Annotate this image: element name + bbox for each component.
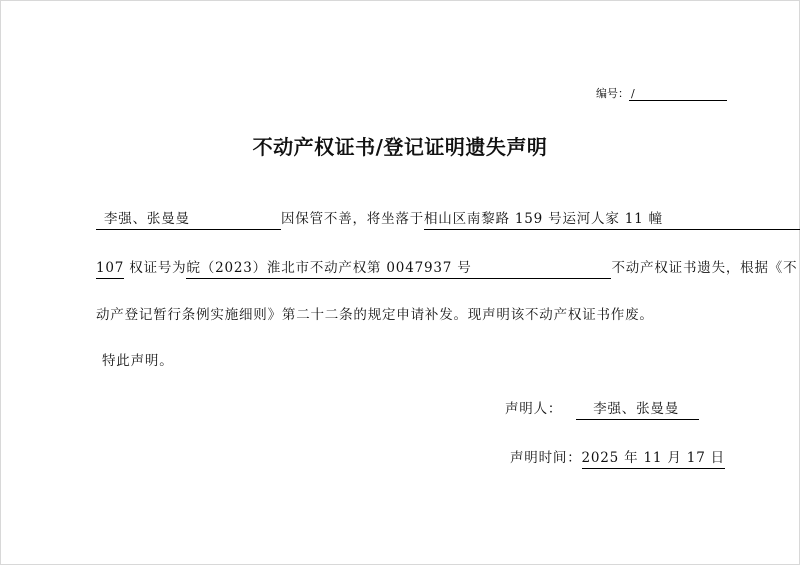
- property-address-end: 107: [96, 258, 124, 279]
- text-after-names: 因保管不善，将坐落于: [281, 211, 424, 227]
- serial-value: /: [629, 87, 727, 101]
- declarant: [505, 399, 699, 420]
- certificate-number: 皖（2023）淮北市不动产权第 0047937 号: [186, 258, 611, 279]
- serial-label: 编号：: [596, 87, 629, 100]
- body-line-3: 动产登记暂行条例实施细则》第二十二条的规定申请补发。现声明该不动产权证书作废。: [96, 307, 654, 323]
- serial-number: [596, 85, 727, 101]
- cert-label: 权证号为: [124, 260, 187, 276]
- property-address: 相山区南黎路 159 号运河人家 11 幢: [424, 209, 800, 230]
- body-line-2: [96, 258, 797, 279]
- document-title: 不动产权证书/登记证明遗失声明: [252, 135, 548, 159]
- text-lost: 不动产权证书遗失，根据《不: [611, 260, 798, 276]
- body-line-1: [96, 209, 800, 230]
- declarant-label: 声明人：: [505, 401, 563, 417]
- declaration-time: [510, 448, 725, 469]
- closing-statement: 特此声明。: [102, 353, 174, 369]
- owner-names: 李强、张曼曼: [96, 209, 281, 230]
- declaration-date: 2025 年 11 月 17 日: [582, 448, 725, 469]
- declaration-time-label: 声明时间：: [510, 450, 582, 466]
- declarant-name: 李强、张曼曼: [576, 399, 699, 420]
